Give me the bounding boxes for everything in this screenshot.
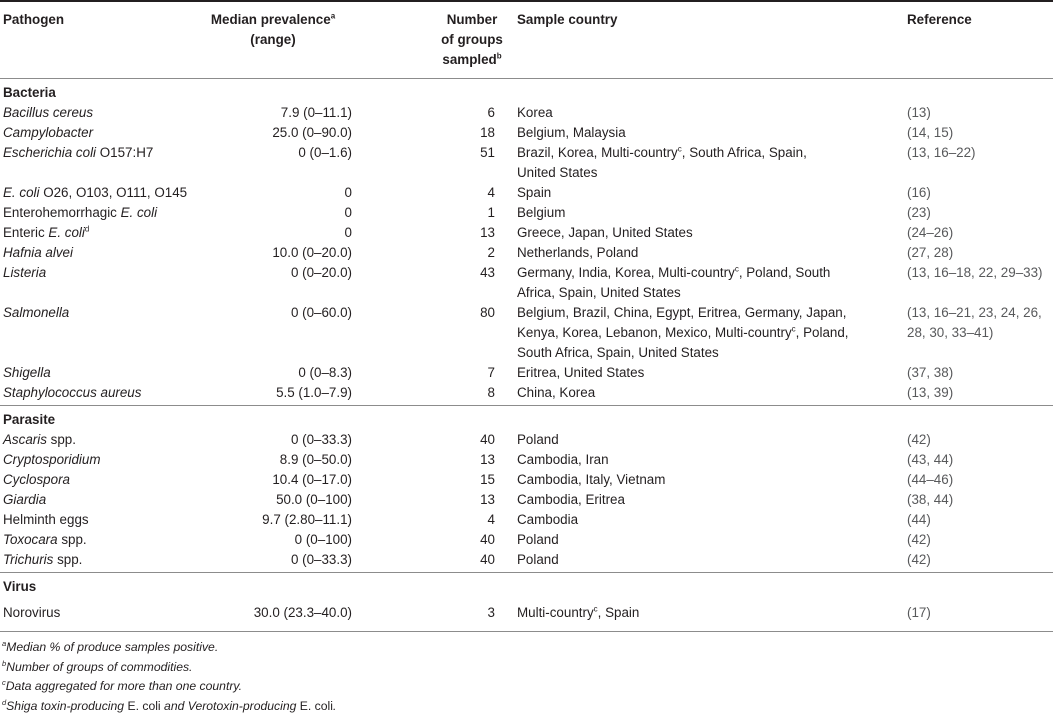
- pathogen-cell: Cyclospora: [3, 472, 70, 487]
- median-cell: 5.5 (1.0–7.9): [276, 385, 352, 400]
- country-cell: Brazil, Korea, Multi-country$^c$, South Africa, Spain, United States: [517, 144, 807, 180]
- table-row: [0, 363, 1053, 383]
- median-cell: 0 (0–20.0): [290, 265, 352, 280]
- reference-cell: (13, 16–18, 22, 29–33): [907, 265, 1043, 280]
- number-cell: 4: [487, 185, 495, 200]
- pathogen-cell: Listeria: [3, 265, 47, 280]
- country-cell: Multi-country$^c$, Spain: [517, 604, 640, 620]
- footnote-a: $^a$Median % of produce samples positive.: [2, 638, 219, 654]
- pathogen-cell: Giardia: [3, 492, 47, 507]
- reference-cell: (13, 16–22): [907, 145, 976, 160]
- table-footnotes: [0, 632, 1053, 716]
- number-cell: 8: [487, 385, 495, 400]
- pathogen-cell: Trichuris spp.: [3, 552, 83, 567]
- section-rule: [0, 572, 1053, 573]
- reference-cell: (23): [907, 205, 931, 220]
- median-cell: 25.0 (0–90.0): [272, 125, 352, 140]
- country-cell: Greece, Japan, United States: [517, 225, 693, 240]
- table-row: [0, 223, 1053, 243]
- reference-cell: (27, 28): [907, 245, 954, 260]
- footnote-b: $^b$Number of groups of commodities.: [2, 658, 193, 674]
- table-row: [0, 203, 1053, 223]
- header-reference: Reference: [907, 12, 972, 27]
- pathogen-cell: Enteric E. coli$^d$: [3, 224, 90, 240]
- reference-cell: (42): [907, 552, 931, 567]
- table-row: [0, 383, 1053, 403]
- country-cell: Cambodia, Eritrea: [517, 492, 625, 507]
- country-cell: Cambodia, Iran: [517, 452, 609, 467]
- median-cell: 0: [344, 225, 352, 240]
- reference-cell: (42): [907, 432, 931, 447]
- number-cell: 18: [480, 125, 495, 140]
- number-cell: 13: [480, 452, 495, 467]
- table-row: [0, 450, 1053, 470]
- country-cell: Netherlands, Poland: [517, 245, 639, 260]
- number-cell: 40: [480, 432, 495, 447]
- number-cell: 13: [480, 492, 495, 507]
- country-cell: Eritrea, United States: [517, 365, 645, 380]
- median-cell: 0 (0–60.0): [290, 305, 352, 320]
- section-title-virus: Virus: [3, 579, 37, 594]
- pathogen-cell: Cryptosporidium: [3, 452, 101, 467]
- table-row: [0, 530, 1053, 550]
- number-cell: 80: [480, 305, 495, 320]
- table-row: [0, 430, 1053, 450]
- median-cell: 0 (0–8.3): [298, 365, 352, 380]
- median-cell: 0 (0–100): [294, 532, 352, 547]
- footnote-c: $^c$Data aggregated for more than one country.: [2, 678, 242, 694]
- section-title-bacteria: Bacteria: [3, 85, 56, 100]
- pathogen-cell: E. coli O26, O103, O111, O145: [3, 185, 188, 200]
- section-rule: [0, 405, 1053, 406]
- median-cell: 7.9 (0–11.1): [280, 105, 352, 120]
- country-cell: Spain: [517, 185, 552, 200]
- table-header: [0, 2, 1053, 78]
- pathogen-cell: Enterohemorrhagic E. coli: [3, 205, 158, 220]
- median-cell: 0 (0–1.6): [298, 145, 352, 160]
- reference-cell: (42): [907, 532, 931, 547]
- table-row: [0, 510, 1053, 530]
- table-row: [0, 123, 1053, 143]
- pathogen-cell: Shigella: [3, 365, 51, 380]
- country-cell: Belgium, Malaysia: [517, 125, 626, 140]
- median-cell: 0 (0–33.3): [290, 432, 352, 447]
- number-cell: 1: [487, 205, 495, 220]
- country-cell: Cambodia, Italy, Vietnam: [517, 472, 666, 487]
- footnote-d: $^d$Shiga toxin-producing E. coli and Verotoxin-producing E. coli.: [2, 697, 337, 713]
- number-cell: 2: [487, 245, 495, 260]
- table-row: [0, 490, 1053, 510]
- pathogen-cell: Hafnia alvei: [3, 245, 73, 260]
- median-cell: 0 (0–33.3): [290, 552, 352, 567]
- reference-cell: (44): [907, 512, 931, 527]
- section-title-parasite: Parasite: [3, 412, 56, 427]
- reference-cell: (24–26): [907, 225, 954, 240]
- pathogen-cell: Ascaris spp.: [3, 432, 76, 447]
- median-cell: 10.4 (0–17.0): [272, 472, 352, 487]
- number-cell: 7: [487, 365, 495, 380]
- number-cell: 40: [480, 552, 495, 567]
- header-rule: [0, 78, 1053, 79]
- number-cell: 43: [480, 265, 495, 280]
- number-cell: 3: [487, 605, 495, 620]
- country-cell: Belgium: [517, 205, 566, 220]
- number-cell: 6: [487, 105, 495, 120]
- median-cell: 0: [344, 185, 352, 200]
- reference-cell: (38, 44): [907, 492, 954, 507]
- number-cell: 51: [480, 145, 495, 160]
- pathogen-cell: Campylobacter: [3, 125, 94, 140]
- reference-cell: (17): [907, 605, 931, 620]
- pathogen-cell: Escherichia coli O157:H7: [3, 145, 154, 160]
- median-cell: 30.0 (23.3–40.0): [253, 605, 352, 620]
- country-cell: Poland: [517, 432, 559, 447]
- country-cell: Korea: [517, 105, 553, 120]
- table-row: [0, 103, 1053, 123]
- number-cell: 40: [480, 532, 495, 547]
- table-row: [0, 303, 1053, 363]
- header-sample-country: Sample country: [517, 12, 618, 27]
- country-cell: Cambodia: [517, 512, 579, 527]
- number-cell: 13: [480, 225, 495, 240]
- reference-cell: (13, 39): [907, 385, 954, 400]
- number-cell: 15: [480, 472, 495, 487]
- reference-cell: (13, 16–21, 23, 24, 26, 28, 30, 33–41): [907, 305, 1042, 340]
- median-cell: 8.9 (0–50.0): [279, 452, 352, 467]
- reference-cell: (14, 15): [907, 125, 954, 140]
- header-number-of-groups: Number of groups sampled$^b$: [441, 12, 503, 67]
- median-cell: 9.7 (2.80–11.1): [262, 512, 352, 527]
- table-row: [0, 243, 1053, 263]
- reference-cell: (44–46): [907, 472, 954, 487]
- table-row: [0, 603, 1053, 623]
- reference-cell: (37, 38): [907, 365, 954, 380]
- median-cell: 50.0 (0–100): [276, 492, 352, 507]
- median-cell: 0: [344, 205, 352, 220]
- number-cell: 4: [487, 512, 495, 527]
- pathogen-cell: Norovirus: [3, 605, 61, 620]
- pathogen-cell: Toxocara spp.: [3, 532, 87, 547]
- pathogen-cell: Bacillus cereus: [3, 105, 94, 120]
- header-pathogen: Pathogen: [3, 12, 65, 27]
- table-row: [0, 470, 1053, 490]
- median-cell: 10.0 (0–20.0): [272, 245, 352, 260]
- table-row: [0, 143, 1053, 183]
- country-cell: Germany, India, Korea, Multi-country$^c$, Poland, South Africa, Spain, United States: [517, 264, 831, 300]
- header-median-prevalence: Median prevalence$^a$ (range): [210, 11, 336, 47]
- reference-cell: (43, 44): [907, 452, 954, 467]
- reference-cell: (13): [907, 105, 931, 120]
- country-cell: Poland: [517, 552, 559, 567]
- reference-cell: (16): [907, 185, 931, 200]
- pathogen-cell: Staphylococcus aureus: [3, 385, 142, 400]
- table-row: [0, 550, 1053, 570]
- table-row: [0, 183, 1053, 203]
- country-cell: Poland: [517, 532, 559, 547]
- table-row: [0, 263, 1053, 303]
- country-cell: Belgium, Brazil, China, Egypt, Eritrea, Germany, Japan, Kenya, Korea, Lebanon, Mexico, Multi-country$^c$, Poland, South Africa, Spain, United States: [517, 305, 849, 360]
- pathogen-cell: Salmonella: [3, 305, 70, 320]
- pathogen-cell: Helminth eggs: [3, 512, 89, 527]
- country-cell: China, Korea: [517, 385, 596, 400]
